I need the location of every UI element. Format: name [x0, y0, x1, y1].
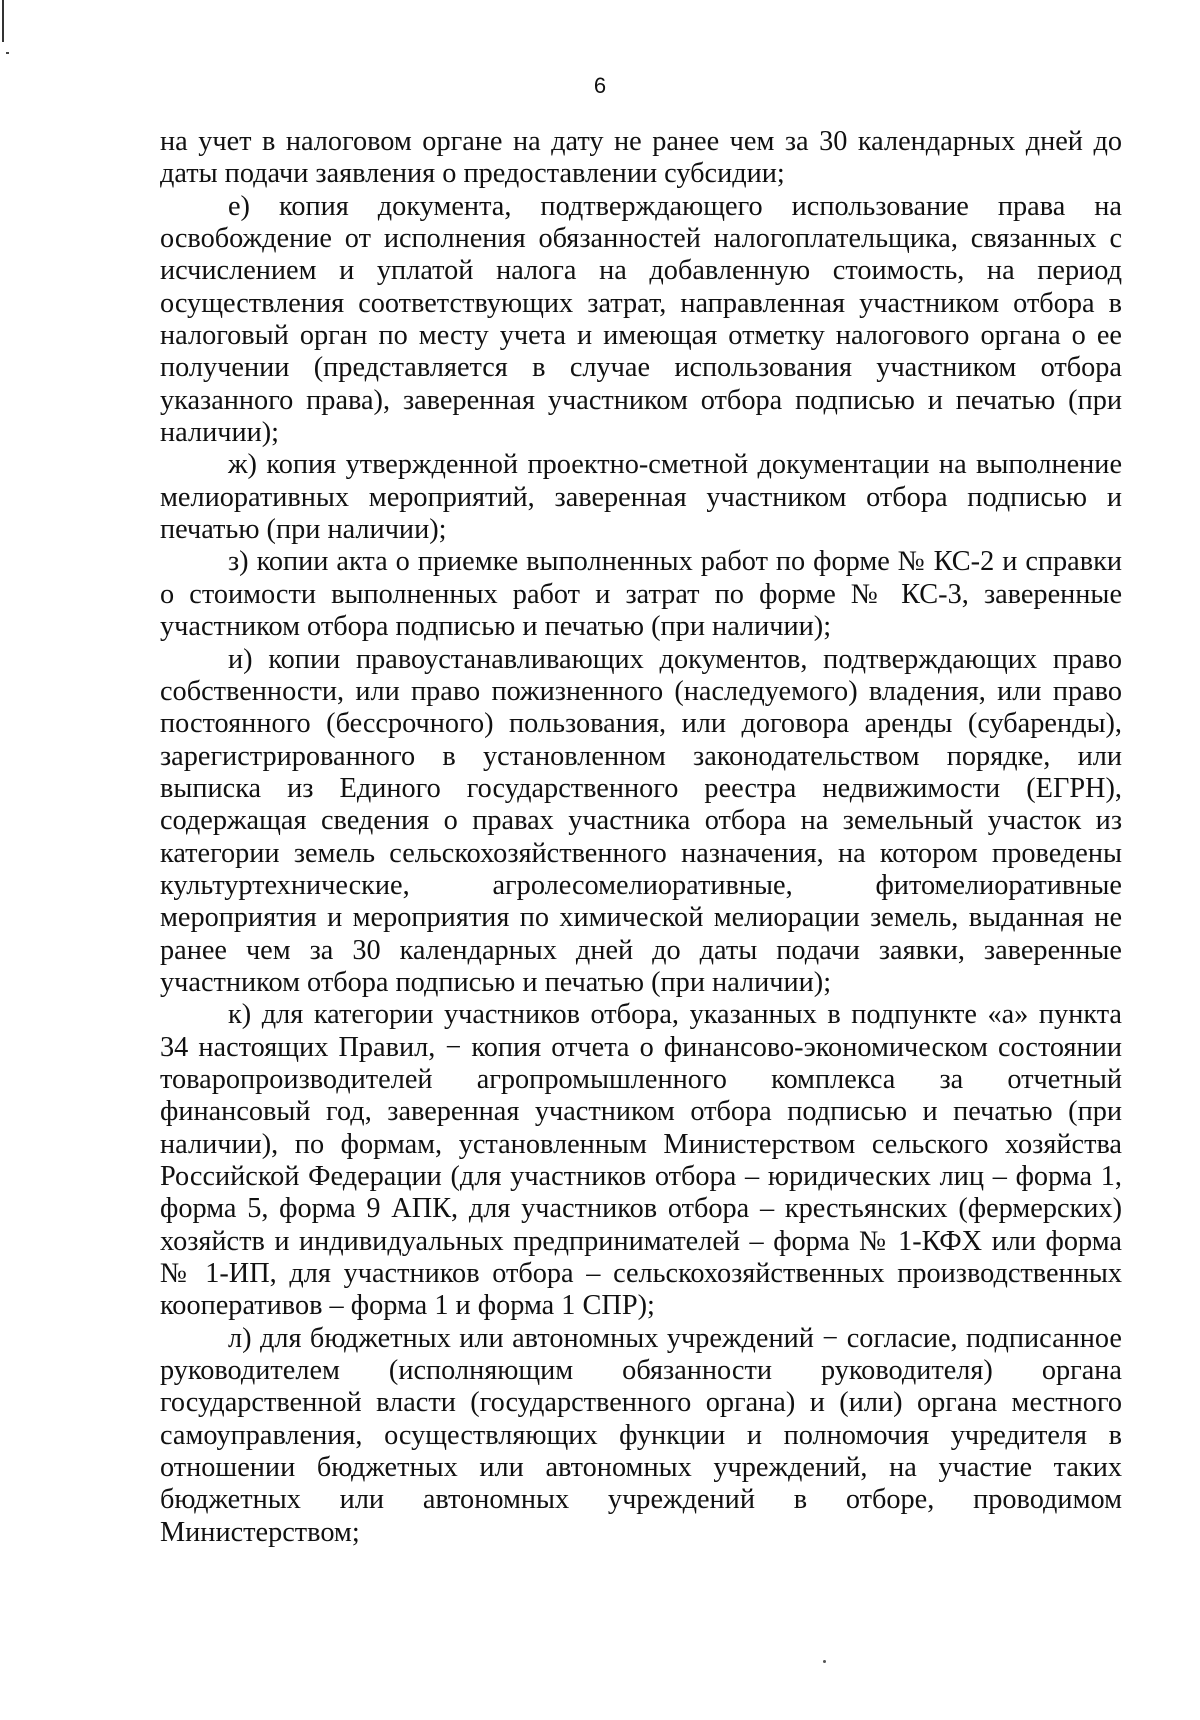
scan-edge-line [2, 0, 4, 42]
paragraph-item-zh: ж) копия утвержденной проектно-сметной документации на выполнение мелиоративных мероприятий, заверенная участником отбора подписью и печатью (при наличии); [160, 449, 1122, 546]
page-number: 6 [593, 73, 607, 98]
paragraph-item-k: к) для категории участников отбора, указанных в подпункте «а» пункта 34 настоящих Правил, − копия отчета о финансово-экономическом состоянии товаропроизводителей агропромышленного комплекса за отчетный финансовый год, заверенная участником отбора подписью и печатью (при наличии), по формам, установленным Министерством сельского хозяйства Российской Федерации (для участников отбора – юридических лиц – форма 1, форма 5, форма 9 АПК, для участников отбора – крестьянских (фермерских) хозяйств и индивидуальных предпринимателей – форма № 1-КФХ или форма № 1-ИП, для участников отбора – сельскохозяйственных производственных кооперативов – форма 1 и форма 1 СПР); [160, 999, 1122, 1322]
paragraph-item-l: л) для бюджетных или автономных учреждений − согласие, подписанное руководителем (исполняющим обязанности руководителя) органа государственной власти (государственного органа) и (или) органа местного самоуправления, осуществляющих функции и полномочия учредителя в отношении бюджетных или автономных учреждений, на участие таких бюджетных или автономных учреждений в отборе, проводимом Министерством; [160, 1322, 1122, 1548]
scan-edge-mark [6, 52, 9, 54]
paragraph-item-e: е) копия документа, подтверждающего использование права на освобождение от исполнения обязанностей налогоплательщика, связанных с исчислением и уплатой налога на добавленную стоимость, на период осуществления соответствующих затрат, направленная участником отбора в налоговый орган по месту учета и имеющая отметку налогового органа о ее получении (представляется в случае использования участником отбора указанного права), заверенная участником отбора подписью и печатью (при наличии); [160, 190, 1122, 449]
paragraph-item-i: и) копии правоустанавливающих документов, подтверждающих право собственности, или право пожизненного (наследуемого) владения, или право постоянного (бессрочного) пользования, или договора аренды (субаренды), зарегистрированного в установленном законодательством порядке, или выписка из Единого государственного реестра недвижимости (ЕГРН), содержащая сведения о правах участника отбора на земельный участок из категории земель сельскохозяйственного назначения, на котором проведены культуртехнические, агролесомелиоративные, фитомелиоративные мероприятия и мероприятия по химической мелиорации земель, выданная не ранее чем за 30 календарных дней до даты подачи заявки, заверенные участником отбора подписью и печатью (при наличии); [160, 643, 1122, 998]
paragraph-item-z: з) копии акта о приемке выполненных работ по форме № КС-2 и справки о стоимости выполненных работ и затрат по форме № КС-3, заверенные участником отбора подписью и печатью (при наличии); [160, 546, 1122, 643]
scan-dot [823, 1660, 826, 1663]
document-body [160, 126, 1122, 1549]
paragraph-continuation: на учет в налоговом органе на дату не ранее чем за 30 календарных дней до даты подачи заявления о предоставлении субсидии; [160, 126, 1122, 190]
